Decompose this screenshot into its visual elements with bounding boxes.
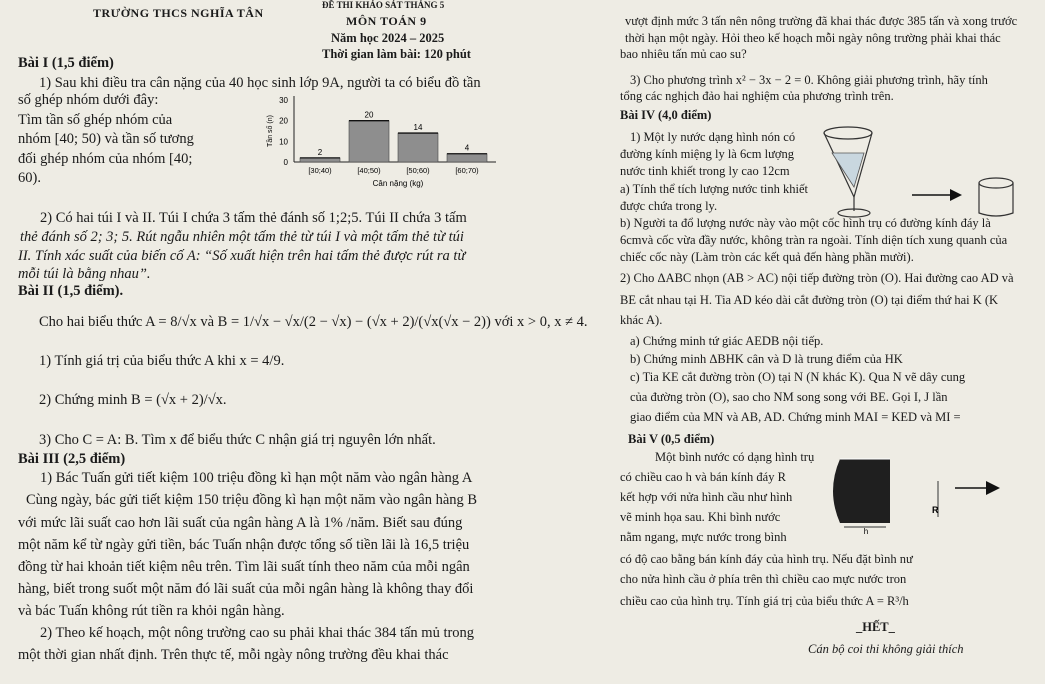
x-tick-label: [60;70) xyxy=(455,166,479,175)
b4-1-text: nước tinh khiết trong ly cao 12cm xyxy=(620,164,790,178)
data-label: 14 xyxy=(413,123,423,133)
b5-text: có độ cao bằng bán kính đáy của hình trụ. Nếu đặt bình nư xyxy=(620,552,913,566)
b1-1-text: 60). xyxy=(18,170,41,186)
b1-1-text: 1) Sau khi điều tra cân nặng của 40 học sinh lớp 9A, người ta có biểu đồ tần xyxy=(39,75,481,91)
b4-2-text: khác A). xyxy=(620,313,663,327)
x-tick-label: [50;60) xyxy=(406,166,430,175)
b4-2-text: a) Chứng minh tứ giác AEDB nội tiếp. xyxy=(630,334,824,348)
b5-text: Một bình nước có dạng hình trụ xyxy=(655,450,815,464)
vessel-figure xyxy=(828,455,1043,537)
b1-1-text: nhóm [40; 50) và tần số tương xyxy=(18,131,194,147)
data-label: 20 xyxy=(364,110,374,120)
b5-text: kết hợp với nửa hình cầu như hình xyxy=(620,490,793,504)
b2-intro: Cho hai biểu thức A = 8/√x và B = 1/√x − √x/(2 − √x) − (√x + 2)/(√x(√x − 2)) với x > 0, x ≠ 4. xyxy=(39,314,588,330)
b4-1-text: chiếc cốc này (Làm tròn các kết quả đến hàng phần mười). xyxy=(620,250,914,264)
h-label: h xyxy=(863,527,869,536)
b3-1-text: Cùng ngày, bác gửi tiết kiệm 150 triệu đồng kì hạn một năm vào ngân hàng B xyxy=(26,492,478,508)
b4-2-text: của đường tròn (O), sao cho NM song song với BE. Gọi I, J lần xyxy=(630,390,948,404)
b3-2-cont: vượt định mức 3 tấn nên nông trường đã khai thác được 385 tấn và xong trước xyxy=(625,14,1018,28)
b3-1-text: và bác Tuấn không rút tiền ra khỏi ngân hàng. xyxy=(18,603,285,619)
b2-1: 1) Tính giá trị của biểu thức A khi x = 4/9. xyxy=(39,353,285,369)
b3-title: Bài III (2,5 điểm) xyxy=(18,451,126,467)
weight-histogram xyxy=(262,92,527,200)
y-tick-label: 0 xyxy=(283,158,288,167)
b3-1-text: với mức lãi suất cao hơn lãi suất của ngân hàng A là 1% /năm. Biết sau đúng xyxy=(18,515,463,531)
b3-3-text: 3) Cho phương trình x² − 3x − 2 = 0. Không giải phương trình, hãy tính xyxy=(630,73,988,87)
b4-2-text: c) Tia KE cắt đường tròn (O) tại N (N khác K). Qua N vẽ dây cung xyxy=(630,370,966,384)
b3-3-text: tổng các nghịch đảo hai nghiệm của phương trình trên. xyxy=(620,89,894,103)
bar xyxy=(398,133,438,162)
b3-2-text: một thời gian nhất định. Trên thực tế, mỗi ngày nông trường đều khai thác xyxy=(18,647,449,663)
b1-1-text: Tìm tần số ghép nhóm của xyxy=(18,112,173,128)
data-label: 2 xyxy=(317,147,323,157)
b1-title: Bài I (1,5 điểm) xyxy=(18,55,114,71)
b4-2-text: b) Chứng minh ΔBHK cân và D là trung điểm của HK xyxy=(630,352,903,366)
arrow-head-icon xyxy=(950,189,962,201)
b4-1-text: 1) Một ly nước dạng hình nón có xyxy=(630,130,796,144)
cone-water xyxy=(832,153,864,187)
b1-2-text: 2) Có hai túi I và II. Túi I chứa 3 tấm thẻ đánh số 1;2;5. Túi II chứa 3 tấm xyxy=(40,210,467,226)
subject: MÔN TOÁN 9 xyxy=(346,14,427,28)
b3-2-cont: thời hạn một ngày. Hỏi theo kế hoạch mỗi ngày nông trường phải khai thác xyxy=(625,31,1001,45)
cup-rim xyxy=(979,178,1013,188)
b1-1-text: số ghép nhóm dưới đây: xyxy=(18,92,159,108)
b4-1-text: được chứa trong ly. xyxy=(620,199,718,213)
y-axis-title: Tần số (n) xyxy=(267,115,274,147)
b3-2-cont: bao nhiêu tấn mủ cao su? xyxy=(620,47,747,61)
b3-1-text: một năm kể từ ngày gửi tiền, bác Tuấn nhận được tổng số tiền lãi là 16,5 triệu xyxy=(18,537,470,553)
b4-1-text: a) Tính thể tích lượng nước tinh khiết xyxy=(620,182,808,196)
b5-title: Bài V (0,5 điểm) xyxy=(628,432,715,446)
b3-1-text: hàng, biết trong suốt một năm đó lãi suất của mỗi ngân hàng là không thay đổi xyxy=(18,581,474,597)
b1-1-text: đối ghép nhóm của nhóm [40; xyxy=(18,151,193,167)
b3-2-text: 2) Theo kế hoạch, một nông trường cao su phải khai thác 384 tấn mủ trong xyxy=(40,625,475,641)
b4-1-text: 6cmvà cốc vừa đầy nước, không tràn ra ngoài. Tính diện tích xung quanh của xyxy=(620,233,1008,247)
r-label: R xyxy=(932,505,939,515)
x-tick-label: [40;50) xyxy=(357,166,381,175)
exam-title: ĐỀ THI KHẢO SÁT THÁNG 5 xyxy=(322,0,445,10)
bar xyxy=(447,154,487,162)
b4-title: Bài IV (4,0 điểm) xyxy=(620,108,712,122)
y-tick-label: 30 xyxy=(279,96,288,105)
b5-text: nằm ngang, mực nước trong bình xyxy=(620,530,787,544)
vessel-horizontal xyxy=(833,459,890,523)
b5-text: chiều cao của hình trụ. Tính giá trị của biểu thức A = R³/h xyxy=(620,594,909,608)
time-limit: Thời gian làm bài: 120 phút xyxy=(322,47,471,61)
b4-2-text: BE cắt nhau tại H. Tia AD kéo dài cắt đường tròn (O) tại điểm thứ hai K (K xyxy=(620,293,999,307)
bar xyxy=(349,121,389,162)
b5-text: vẽ minh họa sau. Khi bình nước xyxy=(620,510,781,524)
cone-cup-figure xyxy=(820,125,1035,220)
b1-2-text: thẻ đánh số 2; 3; 5. Rút ngẫu nhiên một tấm thẻ từ túi I và một tấm thẻ từ túi xyxy=(20,229,464,245)
school-name: TRƯỜNG THCS NGHĨA TÂN xyxy=(93,6,264,20)
x-tick-label: [30;40) xyxy=(308,166,332,175)
b4-2-text: giao điểm của MN và AB, AD. Chứng minh MAI = KED và MI = xyxy=(630,410,961,424)
proctor-note: Cán bộ coi thi không giải thích xyxy=(808,642,964,656)
b2-2: 2) Chứng minh B = (√x + 2)/√x. xyxy=(39,392,227,408)
b4-1-text: đường kính miệng ly là 6cm lượng xyxy=(620,147,794,161)
b5-text: có chiều cao h và bán kính đáy R xyxy=(620,470,786,484)
school-year: Năm học 2024 – 2025 xyxy=(331,31,445,45)
b3-1-text: đồng từ hai khoản tiết kiệm nêu trên. Tìm lãi suất tính theo năm của mỗi ngân xyxy=(18,559,470,575)
b4-1-text: b) Người ta đổ lượng nước này vào một cốc hình trụ có đường kính đáy là xyxy=(620,216,991,230)
b1-2-text: mỗi túi là bằng nhau”. xyxy=(18,266,151,282)
arrow-head-icon xyxy=(986,481,1000,495)
y-tick-label: 20 xyxy=(279,116,288,126)
x-axis-title: Cân nặng (kg) xyxy=(372,179,424,188)
b2-3: 3) Cho C = A: B. Tìm x để biểu thức C nhận giá trị nguyên lớn nhất. xyxy=(39,432,436,448)
end-mark: _HẾT_ xyxy=(856,620,895,634)
b4-2-text: 2) Cho ΔABC nhọn (AB > AC) nội tiếp đường tròn (O). Hai đường cao AD và xyxy=(620,271,1014,285)
b2-title: Bài II (1,5 điểm). xyxy=(18,283,124,299)
data-label: 4 xyxy=(464,143,470,153)
b1-2-text: II. Tính xác suất của biến cố A: “Số xuất hiện trên hai tấm thẻ được rút ra từ xyxy=(18,248,466,264)
y-tick-label: 10 xyxy=(279,137,288,147)
b3-1-text: 1) Bác Tuấn gửi tiết kiệm 100 triệu đồng kì hạn một năm vào ngân hàng A xyxy=(40,470,473,486)
cone-rim xyxy=(824,127,872,139)
b5-text: cho nửa hình cầu ở phía trên thì chiều cao mực nước tron xyxy=(620,572,907,586)
